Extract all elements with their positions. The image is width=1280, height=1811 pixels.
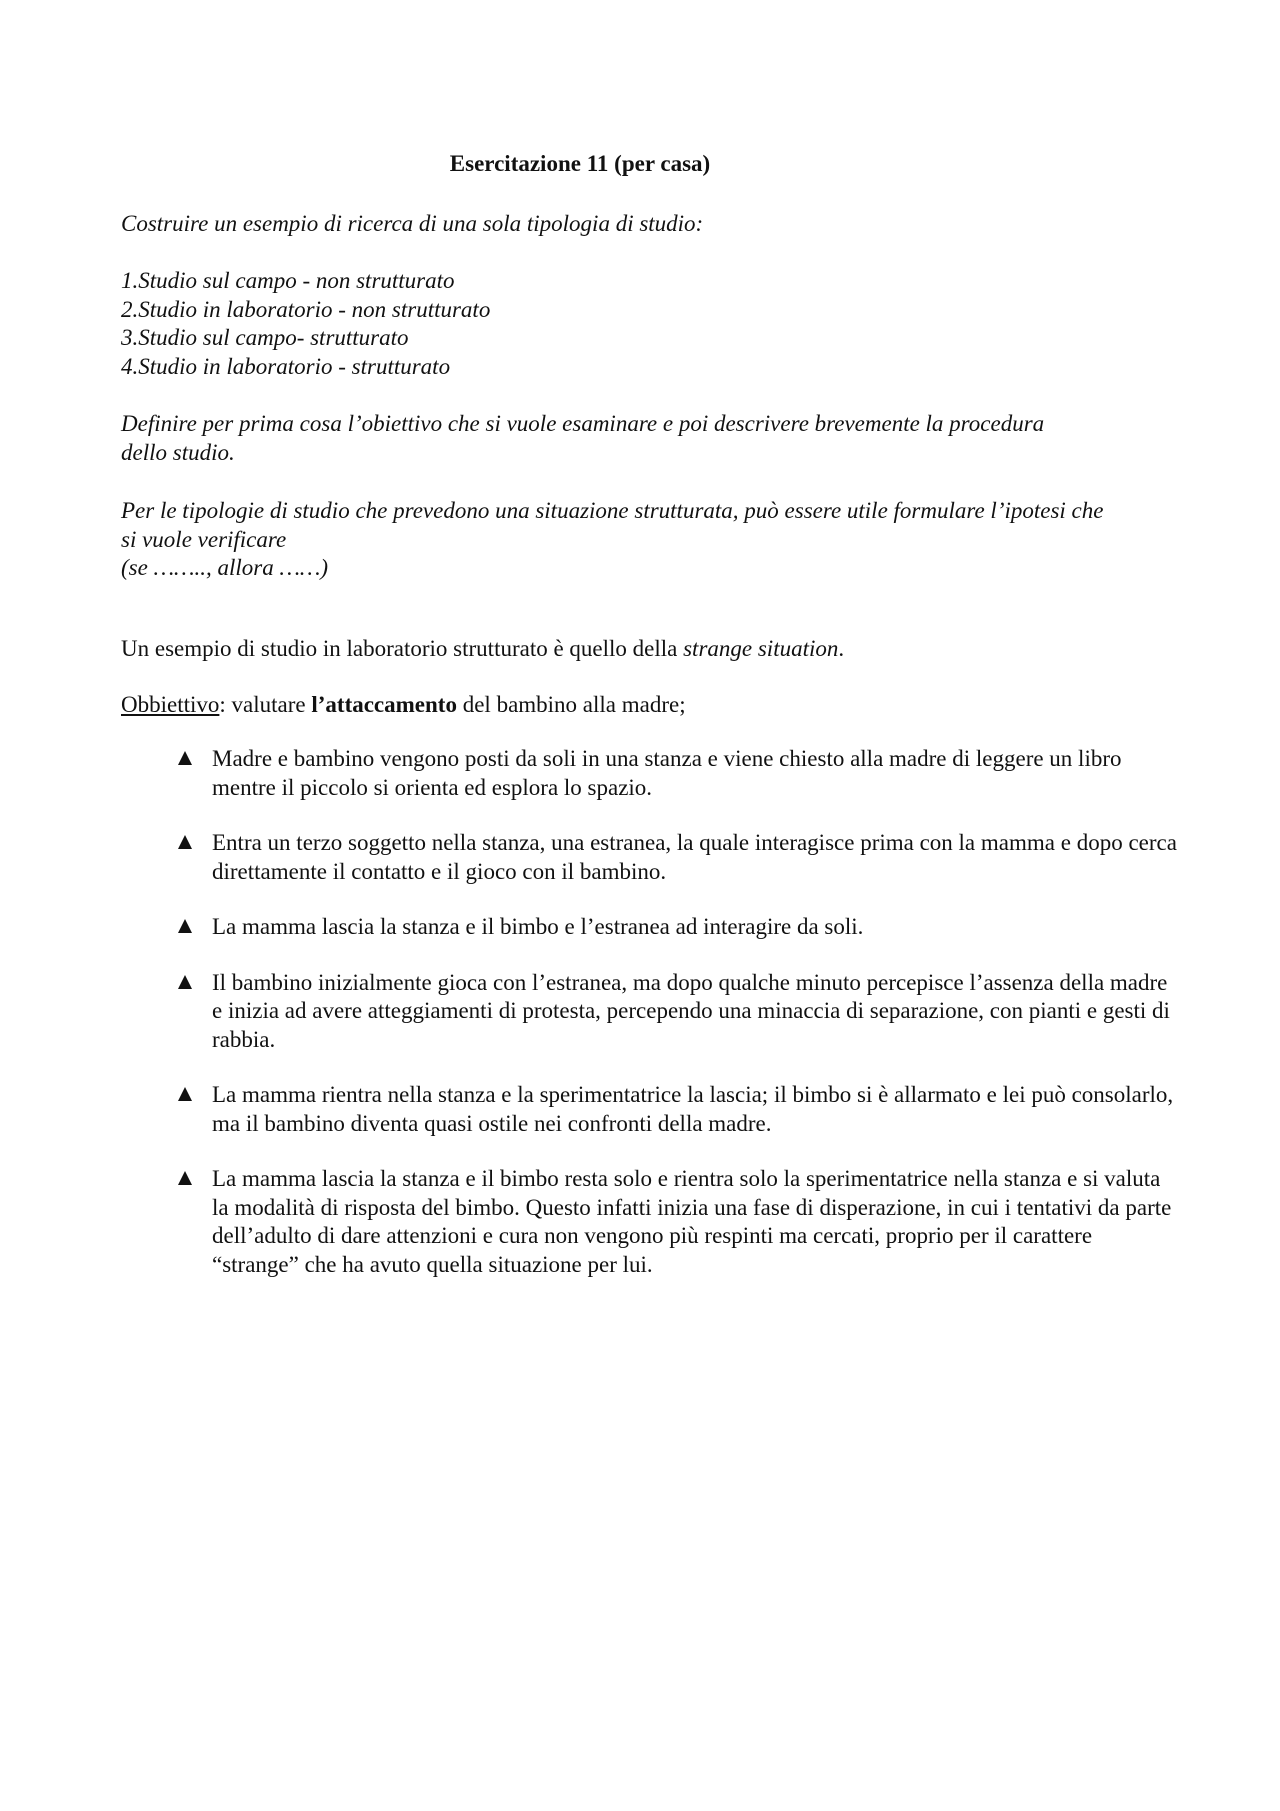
procedure-step <box>178 969 1178 1055</box>
instruction-hypothesis <box>121 497 1121 583</box>
procedure-step <box>178 829 1178 886</box>
triangle-up-icon <box>178 751 192 765</box>
procedure-step <box>178 1165 1178 1279</box>
procedure-step <box>178 913 1178 942</box>
instruction-objective: Definire per prima cosa l’obiettivo che si vuole esaminare e poi descrivere brevemente la procedura dello studio. <box>121 411 1045 465</box>
objective-rest: del bambino alla madre; <box>456 692 686 717</box>
procedure-step-text: Entra un terzo soggetto nella stanza, una estranea, la quale interagisce prima con la mamma e dopo cerca direttamente il contatto e il gioco con il bambino. <box>212 830 1177 884</box>
procedure-step <box>178 1081 1178 1138</box>
example-prefix: Un esempio di studio in laboratorio strutturato è quello della <box>121 636 684 661</box>
study-type-item: 4.Studio in laboratorio - strutturato <box>121 353 451 379</box>
procedure-steps-list <box>178 745 1178 1306</box>
example-paragraph <box>121 635 1171 664</box>
triangle-up-icon <box>178 1087 192 1101</box>
study-type-item: 1.Studio sul campo - non strutturato <box>121 268 455 293</box>
procedure-step-text: La mamma rientra nella stanza e la sperimentatrice la lascia; il bimbo si è allarmato e lei può consolarlo, ma il bambino diventa quasi ostile nei confronti della madre. <box>212 1082 1174 1136</box>
example-term: strange situation <box>683 636 839 661</box>
triangle-up-icon <box>178 835 192 849</box>
study-types-list <box>121 267 1171 381</box>
procedure-step-text: Madre e bambino vengono posti da soli in una stanza e viene chiesto alla madre di leggere un libro mentre il piccolo si orienta ed esplora lo spazio. <box>212 746 1122 800</box>
intro-text: Costruire un esempio di ricerca di una sola tipologia di studio: <box>121 211 704 236</box>
triangle-up-icon <box>178 1171 192 1185</box>
procedure-step <box>178 745 1178 802</box>
study-type-item: 2.Studio in laboratorio - non strutturato <box>121 296 491 322</box>
triangle-up-icon <box>178 975 192 989</box>
objective-paragraph <box>121 691 1171 720</box>
procedure-step-text: Il bambino inizialmente gioca con l’estranea, ma dopo qualche minuto percepisce l’assenza della madre e inizia ad avere atteggiamenti di protesta, percependo una minaccia di separazione, con pianti e gesti di rabbia. <box>212 969 1170 1052</box>
instruction-hypothesis-text: Per le tipologie di studio che prevedono una situazione strutturata, può essere utile formulare l’ipotesi che si vuole verificare <box>121 498 1104 552</box>
triangle-up-icon <box>178 919 192 933</box>
procedure-step-text: La mamma lascia la stanza e il bimbo e l’estranea ad interagire da soli. <box>212 914 864 939</box>
example-suffix: . <box>838 636 845 661</box>
instruction-hypothesis-form: (se …….., allora ……) <box>121 555 329 580</box>
document-title: Esercitazione 11 (per casa) <box>449 151 711 176</box>
objective-separator: : valutare <box>219 692 312 717</box>
procedure-step-text: La mamma lascia la stanza e il bimbo resta solo e rientra solo la sperimentatrice nella stanza e si valuta la modalità di risposta del bimbo. Questo infatti inizia una fase di disperazione, in cui i tentativi da parte dell’adulto di dare attenzioni e cura non vengono più respinti ma cercati, proprio per il carattere “strange” che ha avuto quella situazione per lui. <box>212 1166 1172 1277</box>
study-type-item: 3.Studio sul campo- strutturato <box>121 325 409 350</box>
objective-label: Obbiettivo <box>121 692 220 717</box>
objective-keyword: l’attaccamento <box>311 692 457 717</box>
